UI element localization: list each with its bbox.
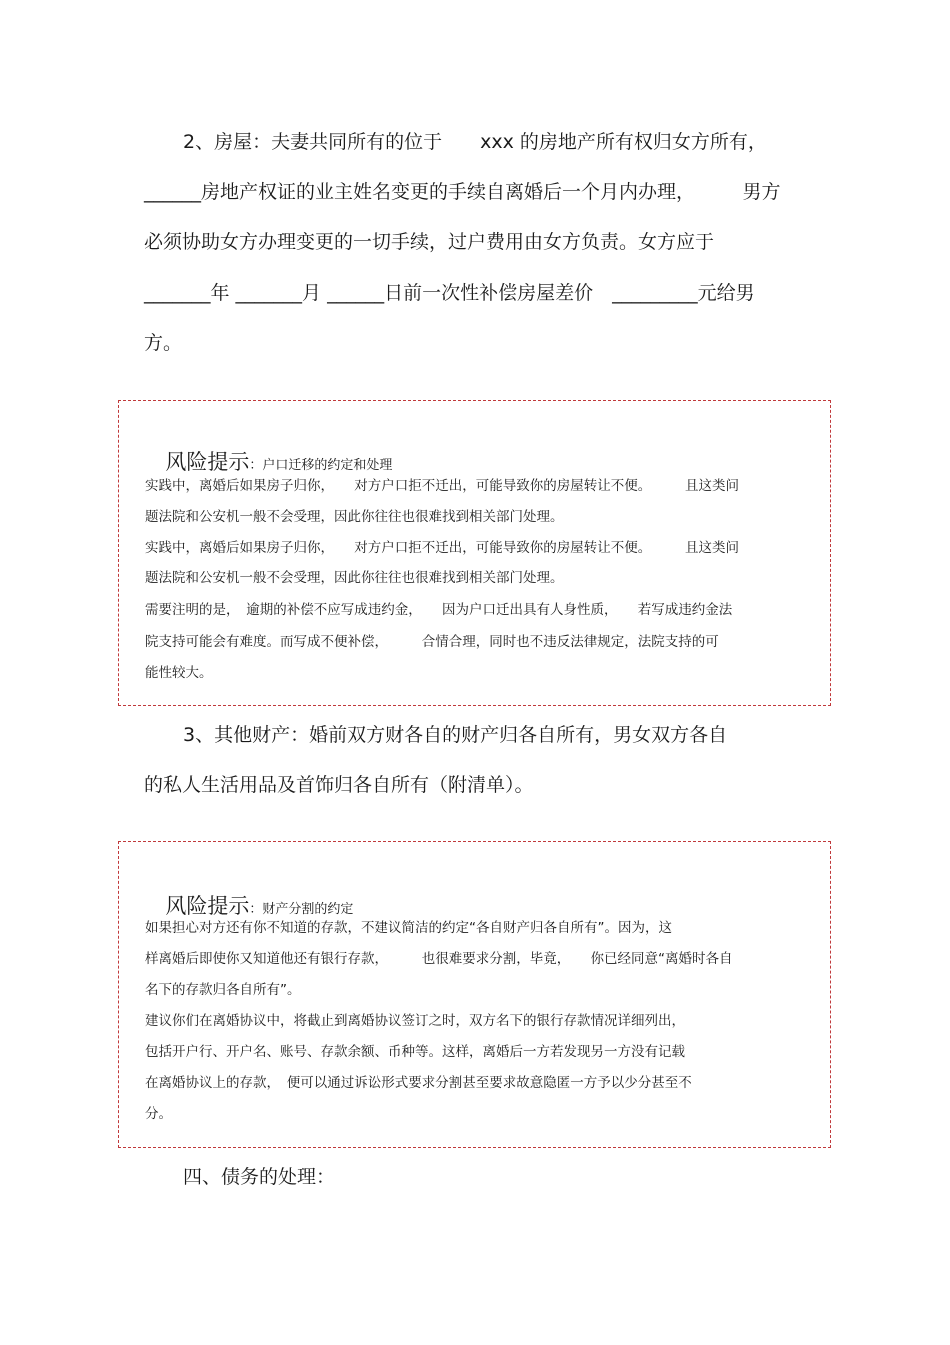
- paragraph-line: ______房地产权证的业主姓名变更的手续自离婚后一个月内办理， 男方: [144, 181, 781, 203]
- risk-subtitle: ：户口迁移的约定和处理: [249, 458, 393, 473]
- risk-text-line: 需要注明的是， 逾期的补偿不应写成违约金， 因为户口迁出具有人身性质， 若写成违约金法: [145, 602, 733, 618]
- paragraph-line: 2、房屋：夫妻共同所有的位于 xxx 的房地产所有权归女方所有，: [183, 131, 767, 153]
- paragraph-line: _______年 _______月 ______日前一次性补偿房屋差价 _________元给男: [144, 282, 755, 304]
- risk-text-line: 能性较大。: [145, 665, 213, 681]
- section-4-heading: 四、债务的处理：: [183, 1166, 336, 1188]
- risk-text-line: 包括开户行、开户名、账号、存款余额、币种等。这样，离婚后一方若发现另一方没有记载: [145, 1044, 685, 1060]
- risk-text-line: 名下的存款归各自所有”。: [145, 982, 301, 998]
- paragraph-line: 的私人生活用品及首饰归各自所有（附清单）。: [144, 774, 534, 796]
- risk-subtitle: ：财产分割的约定: [249, 902, 354, 917]
- risk-text-line: 如果担心对方还有你不知道的存款，不建议简洁的约定“各自财产归各自所有”。因为，这: [145, 920, 672, 936]
- risk-text-line: 在离婚协议上的存款， 便可以通过诉讼形式要求分割甚至要求故意隐匿一方予以少分甚至不: [145, 1075, 692, 1091]
- paragraph-line: 方。: [144, 332, 183, 354]
- risk-title: 风险提示: [165, 894, 250, 918]
- risk-box-hukou: [118, 400, 831, 706]
- risk-text-line: 样离婚后即使你又知道他还有银行存款， 也很难要求分割，毕竟， 你已经同意“离婚时各自: [145, 951, 733, 967]
- risk-title: 风险提示: [165, 450, 250, 474]
- paragraph-line: 必须协助女方办理变更的一切手续，过户费用由女方负责。女方应于: [144, 231, 715, 253]
- risk-text-line: 建议你们在离婚协议中，将截止到离婚协议签订之时，双方名下的银行存款情况详细列出，: [145, 1013, 685, 1029]
- risk-text-line: 分。: [145, 1106, 172, 1122]
- risk-text-line: 题法院和公安机一般不会受理，因此你往往也很难找到相关部门处理。: [145, 570, 564, 586]
- risk-text-line: 题法院和公安机一般不会受理，因此你往往也很难找到相关部门处理。: [145, 509, 564, 525]
- risk-text-line: 院支持可能会有难度。而写成不便补偿， 合情合理，同时也不违反法律规定，法院支持的可: [145, 634, 719, 650]
- risk-box-property-division: [118, 841, 831, 1148]
- paragraph-line: 3、其他财产：婚前双方财各自的财产归各自所有，男女双方各自: [183, 724, 728, 746]
- risk-text-line: 实践中，离婚后如果房子归你， 对方户口拒不迁出，可能导致你的房屋转让不便。 且这类问: [145, 540, 739, 556]
- risk-text-line: 实践中，离婚后如果房子归你， 对方户口拒不迁出，可能导致你的房屋转让不便。 且这类问: [145, 478, 739, 494]
